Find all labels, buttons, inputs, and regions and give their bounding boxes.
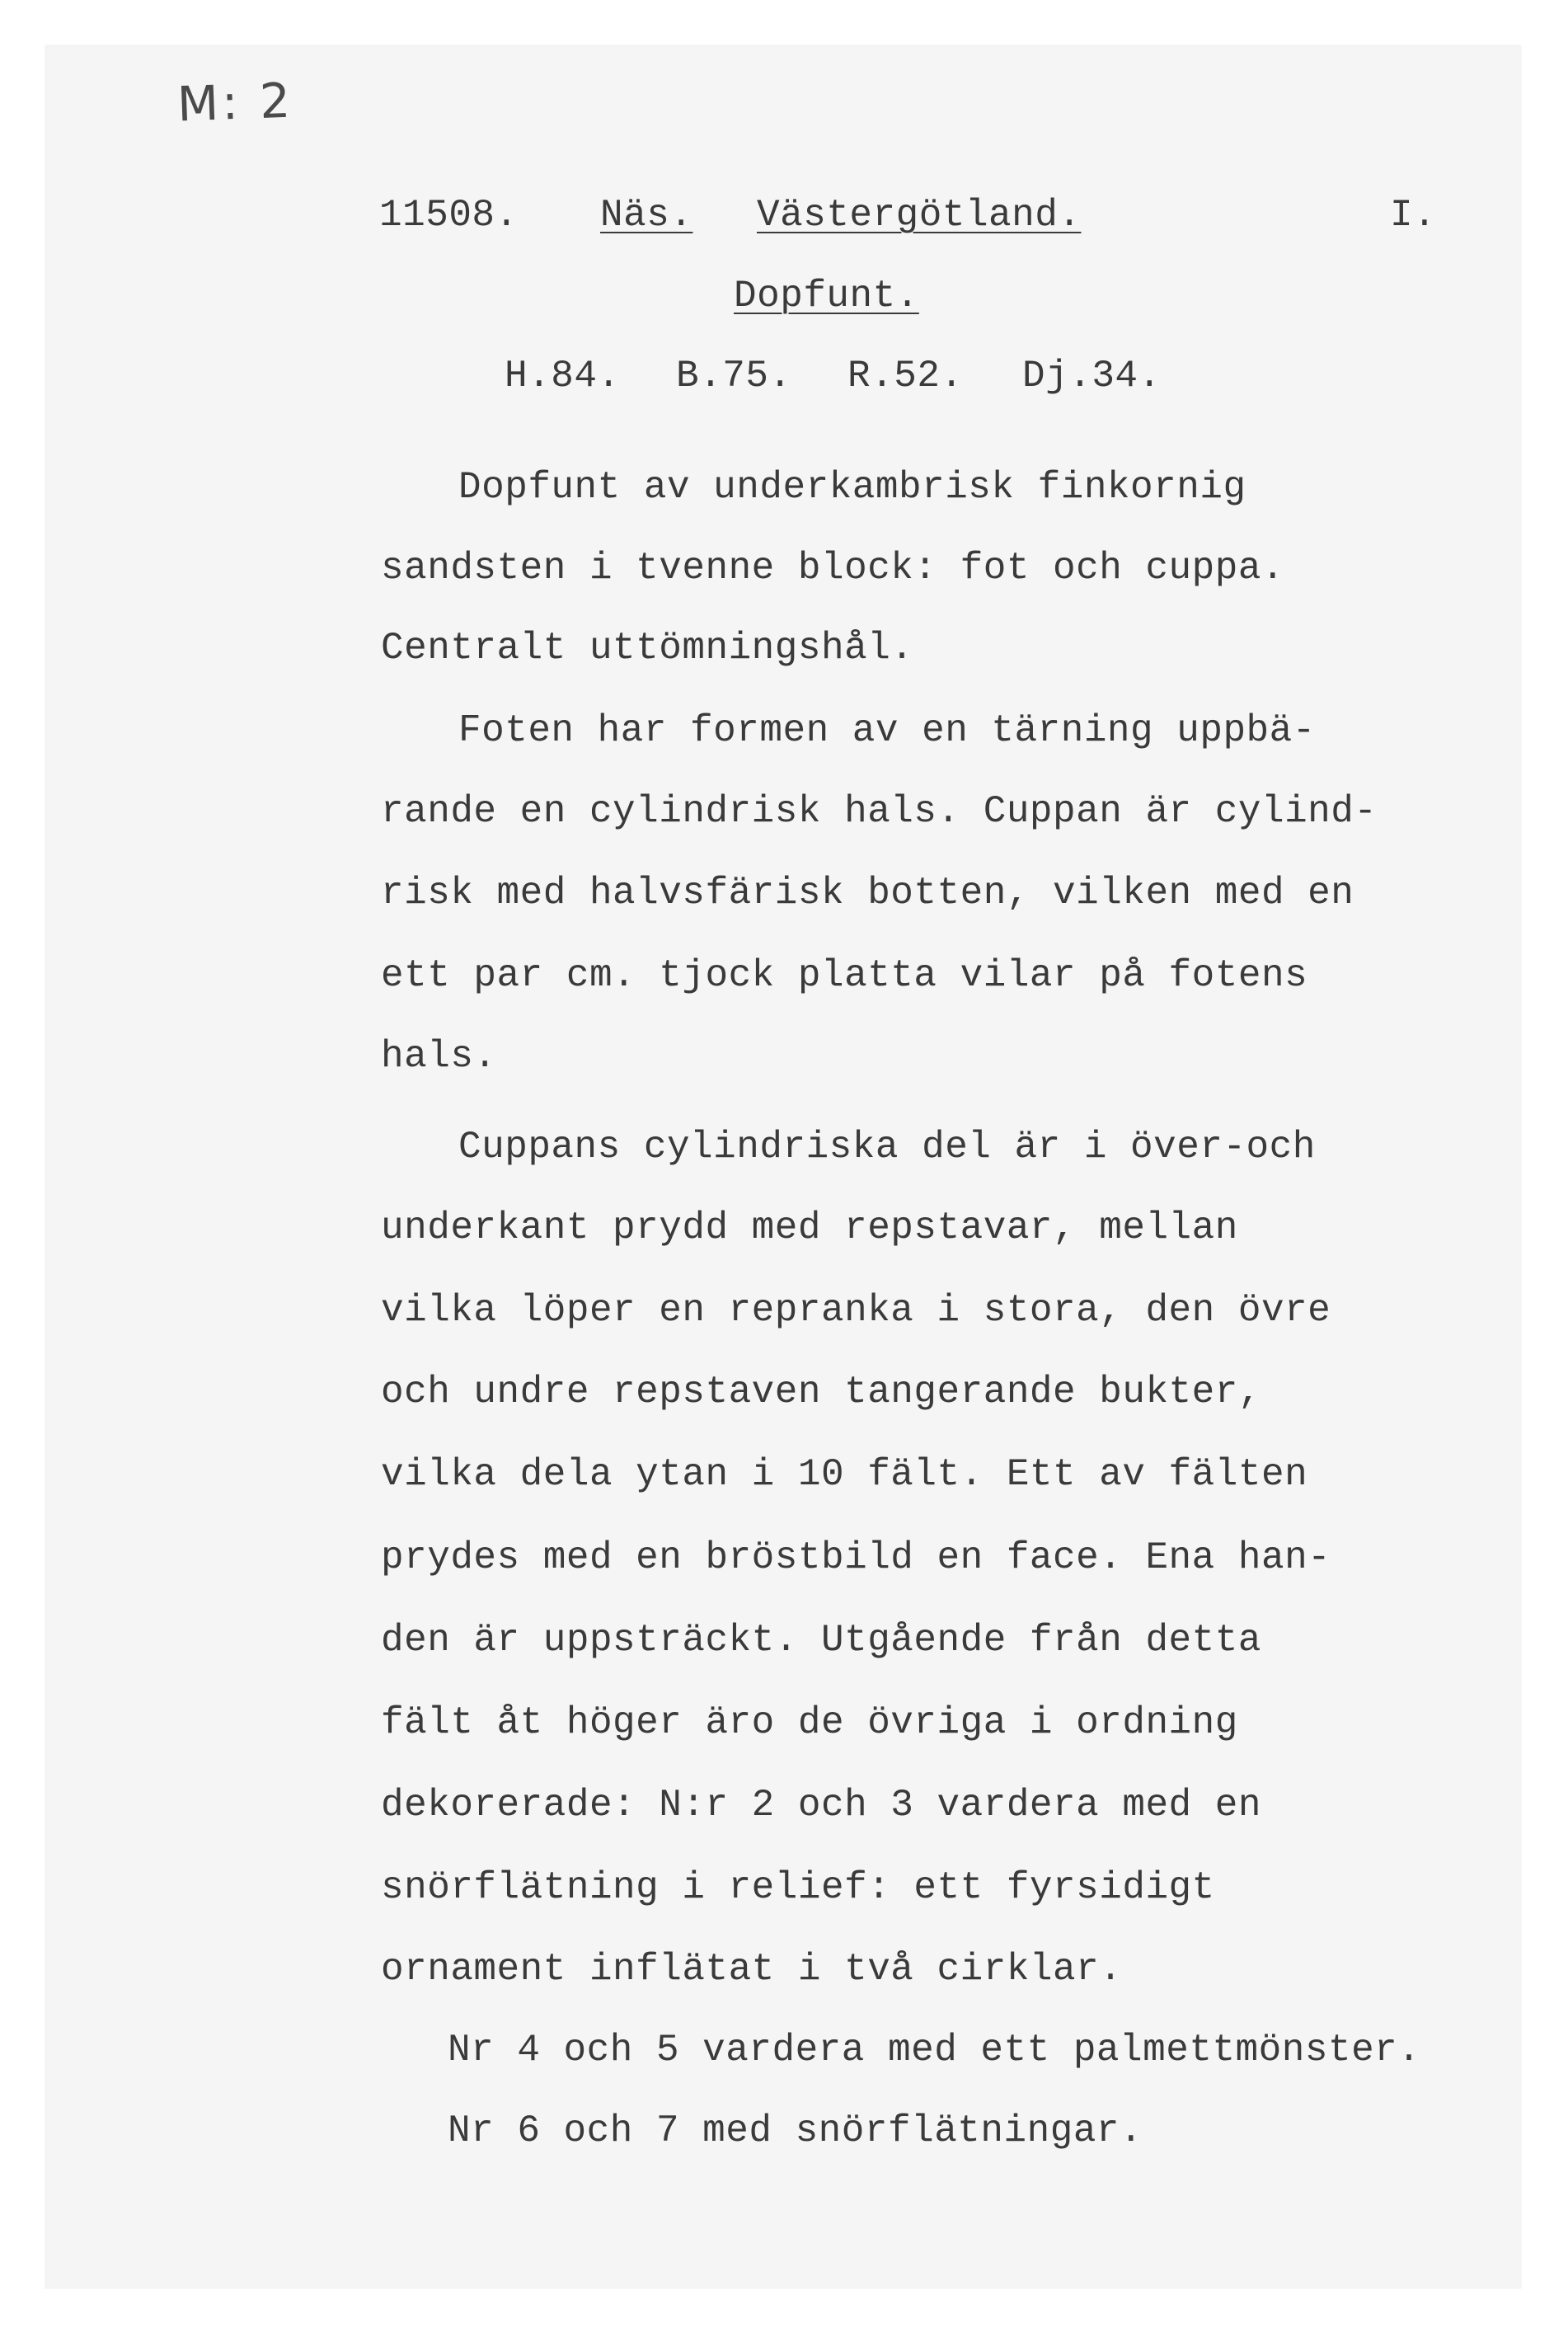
text-line: rande en cylindrisk hals. Cuppan är cylind- — [381, 790, 1378, 833]
document-title: Dopfunt. — [734, 275, 919, 317]
text-line: ett par cm. tjock platta vilar på fotens — [381, 954, 1308, 997]
text-line: risk med halvsfärisk botten, vilken med en — [381, 872, 1354, 915]
text-line: den är uppsträckt. Utgående från detta — [381, 1619, 1261, 1662]
text-line: och undre repstaven tangerande bukter, — [381, 1371, 1261, 1413]
measure-width: B.75. — [676, 355, 792, 397]
measure-height: H.84. — [505, 355, 621, 397]
text-line: snörflätning i relief: ett fyrsidigt — [381, 1866, 1215, 1909]
text-line: hals. — [381, 1035, 497, 1078]
text-line: Dopfunt av underkambrisk finkornig — [458, 466, 1246, 509]
margin-note: M: 2 — [176, 72, 295, 133]
text-line: sandsten i tvenne block: fot och cuppa. — [381, 547, 1285, 590]
header-region: Västergötland. — [757, 194, 1082, 237]
text-line: dekorerade: N:r 2 och 3 vardera med en — [381, 1784, 1261, 1827]
text-line: Foten har formen av en tärning uppbä- — [458, 709, 1316, 752]
text-line: underkant prydd med repstavar, mellan — [381, 1206, 1238, 1249]
header-sheet: I. — [1390, 194, 1437, 237]
text-line: Nr 4 och 5 vardera med ett palmettmönster. — [448, 2029, 1421, 2072]
text-line: ornament inflätat i två cirklar. — [381, 1948, 1123, 1991]
header-place: Näs. — [600, 194, 693, 237]
text-line: prydes med en bröstbild en face. Ena han- — [381, 1536, 1331, 1579]
text-line: vilka löper en repranka i stora, den övre — [381, 1289, 1331, 1332]
header-number: 11508. — [379, 194, 519, 237]
text-line: Nr 6 och 7 med snörflätningar. — [448, 2109, 1143, 2152]
measure-radius: R.52. — [847, 355, 964, 397]
text-line: Cuppans cylindriska del är i över-och — [458, 1126, 1316, 1169]
text-line: Centralt uttömningshål. — [381, 627, 914, 670]
text-line: vilka dela ytan i 10 fält. Ett av fälten — [381, 1453, 1308, 1496]
text-line: fält åt höger äro de övriga i ordning — [381, 1701, 1238, 1744]
measure-depth: Dj.34. — [1022, 355, 1162, 397]
